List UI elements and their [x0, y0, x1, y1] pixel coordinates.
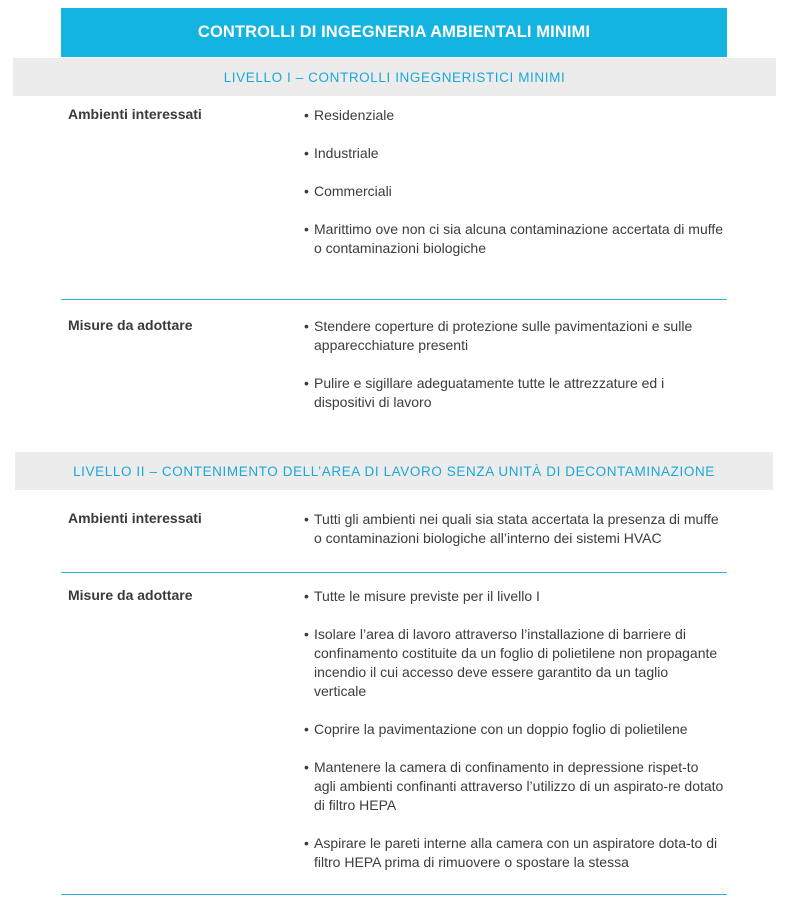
level-2-ambienti-label: Ambienti interessati: [68, 510, 202, 526]
level-1-heading: LIVELLO I – CONTROLLI INGEGNERISTICI MINIMI: [13, 58, 776, 96]
list-item: • Tutte le misure previste per il livello I: [304, 588, 540, 604]
list-item: • Residenziale: [304, 107, 395, 123]
level-2-misure-label: Misure da adottare: [68, 587, 193, 603]
list-item: • Coprire la pavimentazione con un doppio foglio di polietilene: [304, 721, 688, 737]
row-divider: [61, 894, 727, 895]
level-1-ambienti-list: [304, 106, 724, 258]
list-item: • Aspirare le pareti interne alla camera con un aspiratore dota-to di filtro HEPA prima di rimuovere o spostare la stessa: [304, 835, 718, 870]
list-item: • Pulire e sigillare adeguatamente tutte le attrezzature ed i dispositivi di lavoro: [304, 375, 665, 410]
list-item: • Tutti gli ambienti nei quali sia stata accertata la presenza di muffe o contaminazioni biologiche all’interno dei sistemi HVAC: [304, 511, 719, 546]
level-2-misure-list: [304, 587, 724, 872]
level-2-ambienti-list: [304, 510, 724, 548]
level-1-ambienti-label: Ambienti interessati: [68, 106, 202, 122]
list-item: • Stendere coperture di protezione sulle pavimentazioni e sulle apparecchiature presenti: [304, 318, 693, 353]
list-item: • Isolare l’area di lavoro attraverso l’installazione di barriere di confinamento costituite da un foglio di polietilene non propagante incendio il cui accesso deve essere garantito da un taglio verticale: [304, 626, 718, 699]
row-divider: [61, 572, 727, 573]
list-item: • Industriale: [304, 145, 379, 161]
level-1-misure-label: Misure da adottare: [68, 317, 193, 333]
table-title: CONTROLLI DI INGEGNERIA AMBIENTALI MINIMI: [61, 8, 727, 57]
row-divider: [61, 299, 727, 300]
list-item: • Marittimo ove non ci sia alcuna contaminazione accertata di muffe o contaminazioni biologiche: [304, 221, 724, 256]
list-item: • Commerciali: [304, 183, 392, 199]
list-item: • Mantenere la camera di confinamento in depressione rispet-to agli ambienti confinanti attraverso l’utilizzo di un aspirato-re dotato di filtro HEPA: [304, 759, 724, 813]
level-2-heading: LIVELLO II – CONTENIMENTO DELL’AREA DI LAVORO SENZA UNITÀ DI DECONTAMINAZIONE: [15, 452, 773, 490]
level-1-misure-list: [304, 317, 724, 412]
